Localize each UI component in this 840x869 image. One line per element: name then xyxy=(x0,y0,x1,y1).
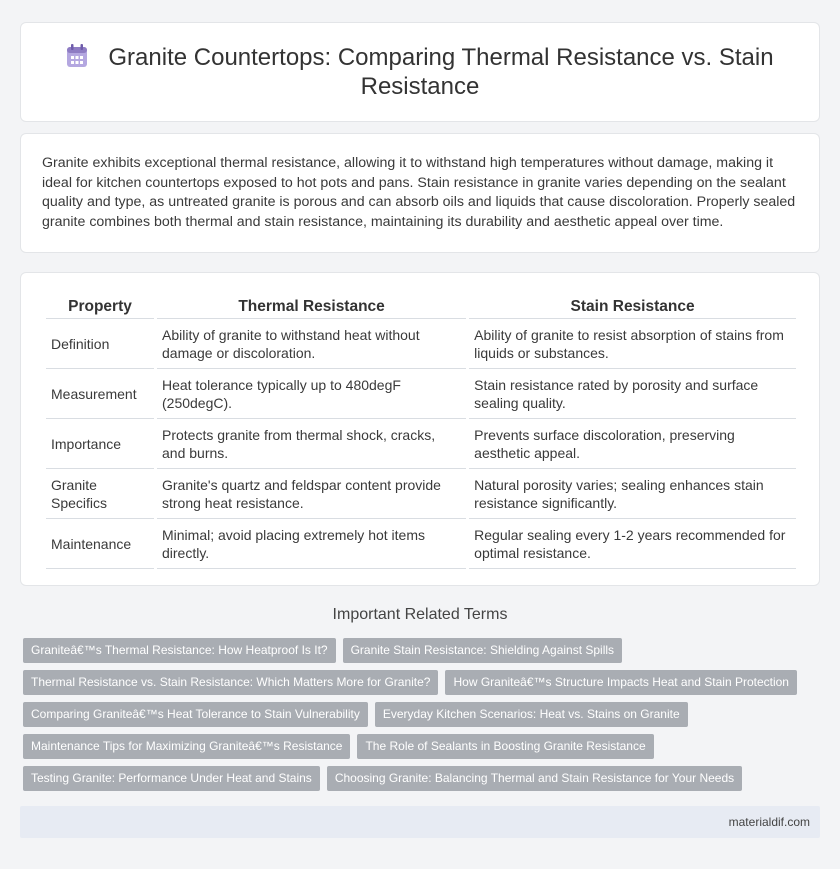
row-property: Measurement xyxy=(46,369,154,419)
row-thermal: Minimal; avoid placing extremely hot items directly. xyxy=(157,519,466,569)
related-term-link[interactable]: Thermal Resistance vs. Stain Resistance: Which Matters More for Granite? xyxy=(23,670,438,695)
related-term-link[interactable]: Graniteâ€™s Thermal Resistance: How Heatproof Is It? xyxy=(23,638,336,663)
related-term-link[interactable]: Granite Stain Resistance: Shielding Against Spills xyxy=(343,638,622,663)
row-property: Definition xyxy=(46,319,154,369)
tag-row xyxy=(23,734,823,766)
header-property: Property xyxy=(46,295,154,319)
related-terms-list xyxy=(23,638,823,798)
comparison-table-card xyxy=(20,272,820,586)
row-stain: Regular sealing every 1-2 years recommended for optimal resistance. xyxy=(469,519,796,569)
related-term-link[interactable]: Choosing Granite: Balancing Thermal and Stain Resistance for Your Needs xyxy=(327,766,742,791)
table-row xyxy=(46,419,796,469)
header-thermal: Thermal Resistance xyxy=(157,295,466,319)
intro-paragraph: Granite exhibits exceptional thermal resistance, allowing it to withstand high temperatures without damage, making it ideal for kitchen countertops exposed to hot pots and pans. Stain resistance in granite varies depending on the sealant quality and type, as untreated granite is porous and can absorb oils and liquids that cause discoloration. Properly sealed granite combines both thermal and stain resistance, maintaining its durability and aesthetic appeal over time. xyxy=(42,155,796,230)
header-card xyxy=(20,22,820,122)
tag-row xyxy=(23,766,823,798)
intro-card xyxy=(20,133,820,253)
table-header-row xyxy=(46,295,796,319)
row-property: Maintenance xyxy=(46,519,154,569)
row-stain: Prevents surface discoloration, preserving aesthetic appeal. xyxy=(469,419,796,469)
related-term-link[interactable]: Testing Granite: Performance Under Heat and Stains xyxy=(23,766,320,791)
row-thermal: Granite's quartz and feldspar content provide strong heat resistance. xyxy=(157,469,466,519)
header-stain: Stain Resistance xyxy=(469,295,796,319)
footer xyxy=(20,806,820,838)
row-thermal: Protects granite from thermal shock, cracks, and burns. xyxy=(157,419,466,469)
comparison-table xyxy=(43,295,799,569)
table-row xyxy=(46,469,796,519)
related-term-link[interactable]: The Role of Sealants in Boosting Granite Resistance xyxy=(357,734,653,759)
tag-row xyxy=(23,670,823,702)
page-title: Granite Countertops: Comparing Thermal Resistance vs. Stain Resistance xyxy=(108,44,774,100)
related-term-link[interactable]: Comparing Graniteâ€™s Heat Tolerance to Stain Vulnerability xyxy=(23,702,368,727)
tag-row xyxy=(23,702,823,734)
related-term-link[interactable]: How Graniteâ€™s Structure Impacts Heat and Stain Protection xyxy=(445,670,797,695)
table-row xyxy=(46,319,796,369)
row-property: Importance xyxy=(46,419,154,469)
row-stain: Natural porosity varies; sealing enhances stain resistance significantly. xyxy=(469,469,796,519)
title-wrap xyxy=(61,43,779,101)
related-term-link[interactable]: Maintenance Tips for Maximizing Graniteâ€™s Resistance xyxy=(23,734,350,759)
related-term-link[interactable]: Everyday Kitchen Scenarios: Heat vs. Stains on Granite xyxy=(375,702,688,727)
calendar-icon xyxy=(66,44,88,68)
table-row xyxy=(46,369,796,419)
row-property: Granite Specifics xyxy=(46,469,154,519)
row-stain: Stain resistance rated by porosity and surface sealing quality. xyxy=(469,369,796,419)
row-thermal: Ability of granite to withstand heat without damage or discoloration. xyxy=(157,319,466,369)
related-terms-title: Important Related Terms xyxy=(332,606,508,623)
tag-row xyxy=(23,638,823,670)
table-row xyxy=(46,519,796,569)
footer-site-link[interactable]: materialdif.com xyxy=(728,815,810,829)
row-stain: Ability of granite to resist absorption of stains from liquids or substances. xyxy=(469,319,796,369)
row-thermal: Heat tolerance typically up to 480degF (250degC). xyxy=(157,369,466,419)
